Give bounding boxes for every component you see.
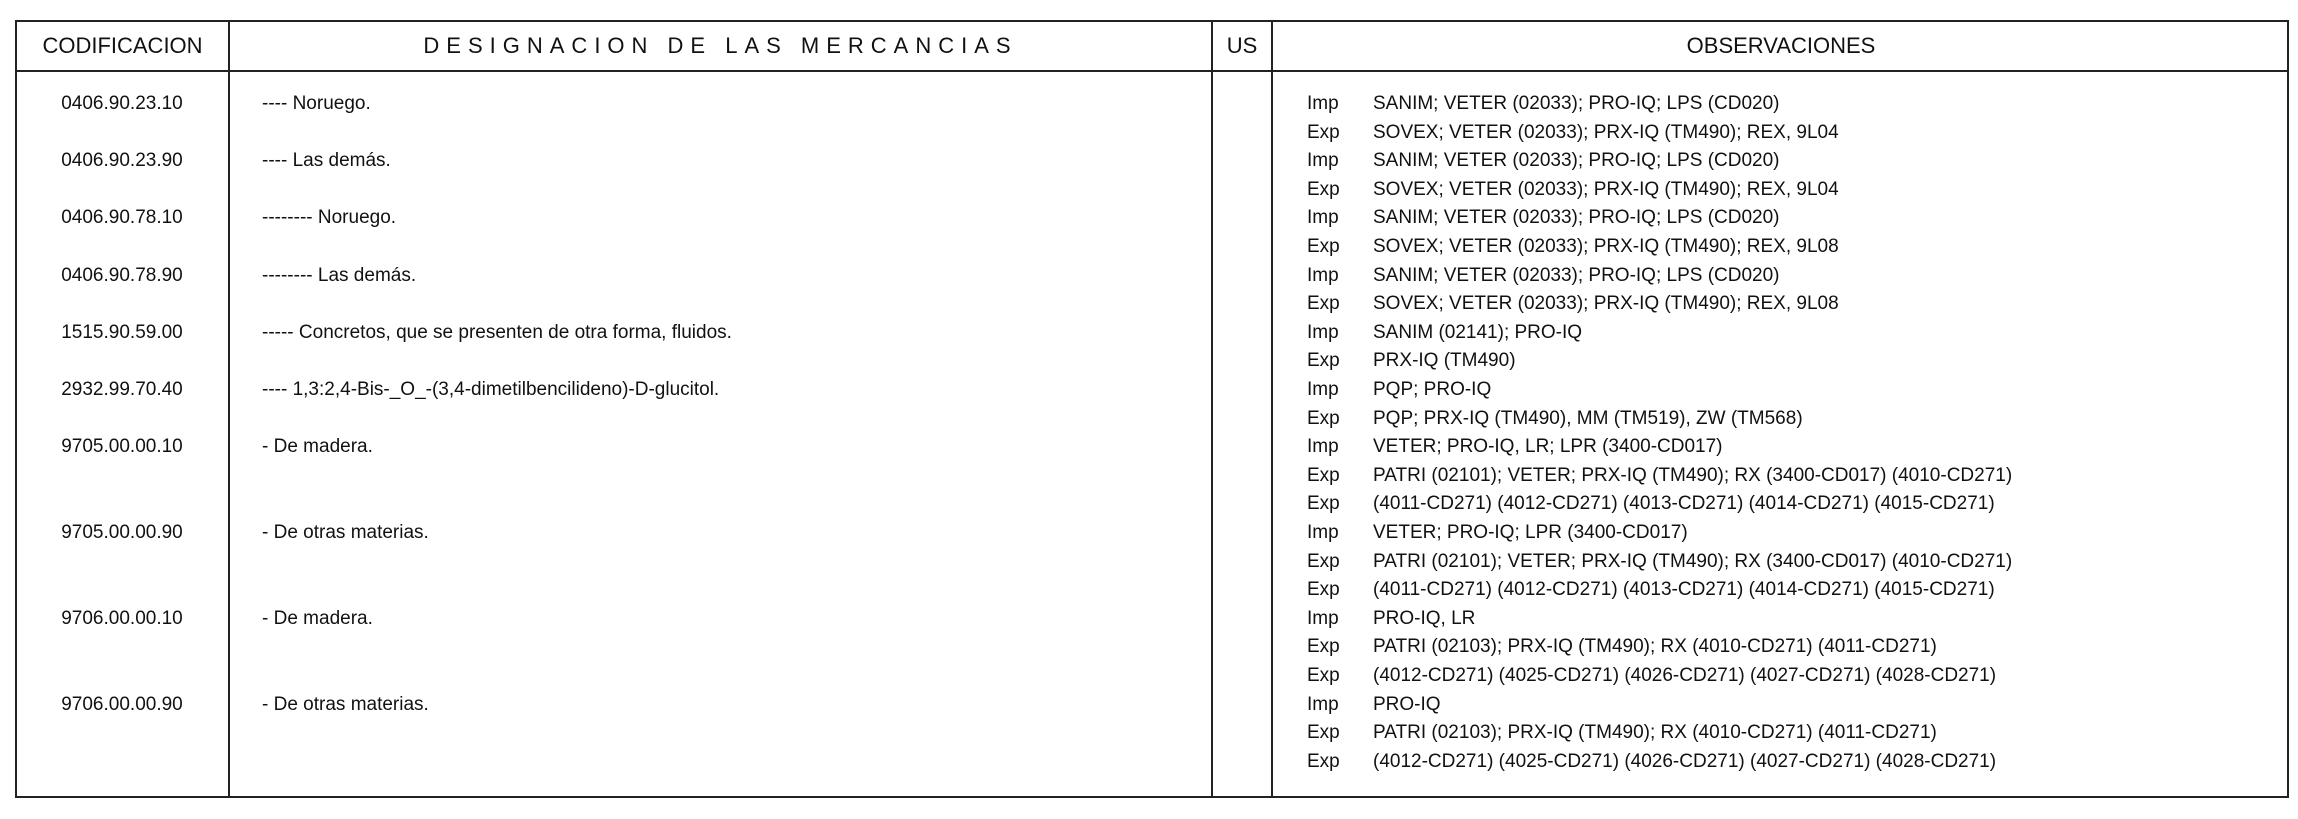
observacion-type: Exp xyxy=(1307,464,1340,486)
observacion-type: Imp xyxy=(1307,207,1339,229)
observacion-type: Imp xyxy=(1307,693,1339,715)
observacion-text: PATRI (02101); VETER; PRX-IQ (TM490); RX (3400-CD017) (4010-CD271) xyxy=(1373,464,2013,486)
header-us: US xyxy=(1226,33,1258,58)
observacion-type: Exp xyxy=(1307,493,1340,515)
observacion-type: Exp xyxy=(1307,350,1340,372)
observacion-text: PQP; PRO-IQ xyxy=(1373,379,1492,400)
row-designacion: ----- Concretos, que se presenten de otra forma, fluidos. xyxy=(262,321,732,343)
column-divider xyxy=(1271,22,1273,796)
observacion-type: Imp xyxy=(1307,150,1339,172)
row-designacion: ---- Las demás. xyxy=(262,150,391,172)
observacion-text: PRO-IQ xyxy=(1373,693,1441,715)
observacion-type: Exp xyxy=(1307,636,1340,658)
row-code: 9706.00.00.10 xyxy=(61,607,183,629)
observacion-text: (4011-CD271) (4012-CD271) (4013-CD271) (4014-CD271) (4015-CD271) xyxy=(1373,493,1995,515)
row-designacion: - De madera. xyxy=(262,436,373,458)
row-code: 9706.00.00.90 xyxy=(61,693,183,715)
observacion-text: VETER; PRO-IQ, LR; LPR (3400-CD017) xyxy=(1373,436,1723,458)
observacion-text: (4012-CD271) (4025-CD271) (4026-CD271) (4027-CD271) (4028-CD271) xyxy=(1373,750,1997,772)
observacion-text: (4011-CD271) (4012-CD271) (4013-CD271) (4014-CD271) (4015-CD271) xyxy=(1373,579,1995,601)
observacion-type: Exp xyxy=(1307,293,1340,315)
observacion-type: Exp xyxy=(1307,750,1340,772)
column-divider xyxy=(228,22,230,796)
header-codificacion: CODIFICACION xyxy=(42,33,203,58)
row-code: 9705.00.00.90 xyxy=(61,522,183,543)
row-code: 0406.90.23.90 xyxy=(61,150,183,172)
observacion-type: Exp xyxy=(1307,722,1340,744)
observacion-text: SOVEX; VETER (02033); PRX-IQ (TM490); REX, 9L04 xyxy=(1373,121,1839,143)
header-designacion: DESIGNACION DE LAS MERCANCIAS xyxy=(423,33,1018,58)
row-designacion: -------- Noruego. xyxy=(262,207,397,229)
header-divider xyxy=(17,70,2287,72)
column-divider xyxy=(1211,22,1213,796)
observacion-type: Exp xyxy=(1307,236,1340,257)
observacion-text: SANIM; VETER (02033); PRO-IQ; LPS (CD020) xyxy=(1373,207,1780,229)
observacion-type: Exp xyxy=(1307,121,1340,143)
observacion-type: Exp xyxy=(1307,407,1340,429)
observacion-text: PATRI (02101); VETER; PRX-IQ (TM490); RX (3400-CD017) (4010-CD271) xyxy=(1373,550,2013,572)
observacion-text: VETER; PRO-IQ; LPR (3400-CD017) xyxy=(1373,522,1688,543)
row-designacion: - De madera. xyxy=(262,607,373,629)
observacion-text: PATRI (02103); PRX-IQ (TM490); RX (4010-CD271) (4011-CD271) xyxy=(1373,636,1937,658)
observacion-type: Imp xyxy=(1307,264,1339,286)
observacion-type: Exp xyxy=(1307,579,1340,601)
row-designacion: ---- Noruego. xyxy=(262,93,371,114)
observacion-type: Imp xyxy=(1307,321,1339,343)
observacion-text: PRO-IQ, LR xyxy=(1373,607,1476,629)
observacion-text: PQP; PRX-IQ (TM490), MM (TM519), ZW (TM568) xyxy=(1373,407,1803,429)
observacion-text: SANIM; VETER (02033); PRO-IQ; LPS (CD020) xyxy=(1373,264,1780,286)
observacion-text: (4012-CD271) (4025-CD271) (4026-CD271) (4027-CD271) (4028-CD271) xyxy=(1373,665,1997,686)
row-designacion: -------- Las demás. xyxy=(262,264,417,286)
observacion-text: SOVEX; VETER (02033); PRX-IQ (TM490); REX, 9L08 xyxy=(1373,236,1839,257)
row-designacion: - De otras materias. xyxy=(262,693,429,715)
row-code: 2932.99.70.40 xyxy=(61,379,183,400)
header-observaciones: OBSERVACIONES xyxy=(1686,33,1876,58)
observacion-type: Imp xyxy=(1307,522,1339,543)
row-designacion: ---- 1,3:2,4-Bis-_O_-(3,4-dimetilbencilideno)-D-glucitol. xyxy=(262,379,720,400)
observacion-type: Exp xyxy=(1307,178,1340,200)
row-designacion: - De otras materias. xyxy=(262,522,429,543)
observacion-text: PATRI (02103); PRX-IQ (TM490); RX (4010-CD271) (4011-CD271) xyxy=(1373,722,1937,744)
row-code: 0406.90.78.90 xyxy=(61,264,183,286)
observacion-type: Imp xyxy=(1307,607,1339,629)
observacion-type: Exp xyxy=(1307,665,1340,686)
observacion-text: SANIM; VETER (02033); PRO-IQ; LPS (CD020) xyxy=(1373,93,1780,114)
row-code: 9705.00.00.10 xyxy=(61,436,183,458)
tariff-table xyxy=(15,20,2289,798)
row-code: 0406.90.23.10 xyxy=(61,93,183,114)
observacion-type: Imp xyxy=(1307,93,1339,114)
row-code: 0406.90.78.10 xyxy=(61,207,183,229)
observacion-type: Exp xyxy=(1307,550,1340,572)
observacion-text: SANIM (02141); PRO-IQ xyxy=(1373,321,1583,343)
observacion-text: SANIM; VETER (02033); PRO-IQ; LPS (CD020) xyxy=(1373,150,1780,172)
observacion-type: Imp xyxy=(1307,436,1339,458)
row-code: 1515.90.59.00 xyxy=(61,321,183,343)
observacion-text: SOVEX; VETER (02033); PRX-IQ (TM490); REX, 9L08 xyxy=(1373,293,1839,315)
observacion-type: Imp xyxy=(1307,379,1339,400)
observacion-text: SOVEX; VETER (02033); PRX-IQ (TM490); REX, 9L04 xyxy=(1373,178,1839,200)
observacion-text: PRX-IQ (TM490) xyxy=(1373,350,1516,372)
